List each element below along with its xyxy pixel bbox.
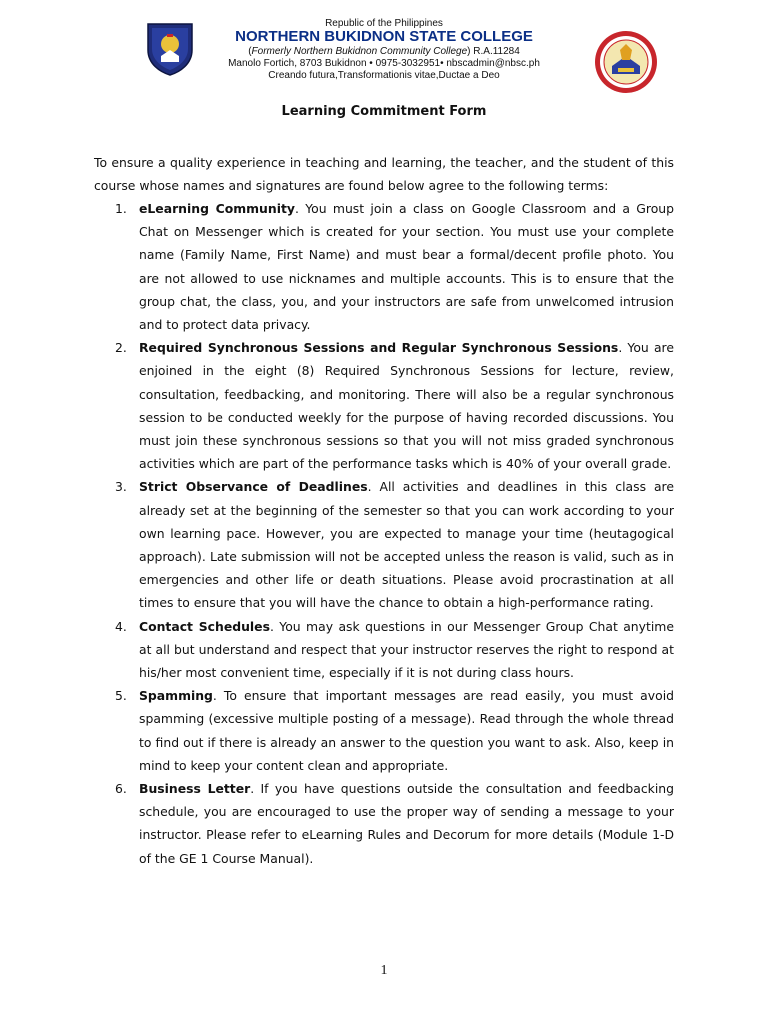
- term-number: 2.: [115, 340, 127, 356]
- term-text: . All activities and deadlines in this class are already set at the beginning of the semester so that you can work according to your own learning pace. However, you are expected to manage your time (heutagogical approach). Late submission will not be accepted unless the reason is valid, such as in emergencies and other life or death situations. Please avoid procrastination at all times to ensure that you will have the chance to obtain a high-performance rating.: [139, 479, 674, 611]
- term-number: 6.: [115, 781, 127, 797]
- college-seal-round-icon: [594, 30, 658, 94]
- form-title: Learning Commitment Form: [281, 104, 487, 119]
- term-text: . You may ask questions in our Messenger Group Chat anytime at all but understand and respect that your instructor reserves the right to respond at his/her most convenient time, especially if it is not during class hours.: [139, 618, 674, 681]
- term-heading: Spamming: [139, 688, 213, 704]
- college-name: NORTHERN BUKIDNON STATE COLLEGE: [235, 28, 533, 45]
- term-item: [94, 197, 674, 336]
- term-number: 4.: [115, 618, 127, 634]
- address-line: Manolo Fortich, 8703 Bukidnon • 0975-3032951• nbscadmin@nbsc.ph: [228, 58, 540, 69]
- term-text: . You must join a class on Google Classroom and a Group Chat on Messenger which is created for your section. You must use your complete name (Family Name, First Name) and must bear a formal/decent profile photo. You are not allowed to use nicknames and multiple accounts. This is to ensure that the group chat, the class, you, and your instructors are safe from unwelcomed intrusion and to protect data privacy.: [139, 201, 674, 333]
- term-item: [94, 615, 674, 685]
- term-heading: Required Synchronous Sessions and Regular Synchronous Sessions: [139, 340, 619, 356]
- terms-list: [94, 197, 674, 870]
- term-heading: eLearning Community: [139, 201, 295, 216]
- term-item: [94, 336, 674, 475]
- republic-act: ) R.A.11284: [467, 46, 520, 57]
- term-heading: Strict Observance of Deadlines: [139, 479, 368, 495]
- intro-paragraph: To ensure a quality experience in teaching and learning, the teacher, and the student of this course whose names and signatures are found below agree to the following terms:: [94, 155, 674, 194]
- term-heading: Business Letter: [139, 781, 251, 797]
- page-number: 1: [380, 963, 388, 978]
- republic-line: Republic of the Philippines: [325, 18, 443, 29]
- term-heading: Contact Schedules: [139, 618, 270, 634]
- former-open: (: [248, 46, 252, 57]
- term-number: 5.: [115, 688, 127, 704]
- term-number: 3.: [115, 479, 127, 495]
- college-seal-shield-icon: [146, 22, 194, 76]
- term-text: . To ensure that important messages are read easily, you must avoid spamming (excessive multiple posting of a message). Read through the whole thread to find out if there is already an answer to the question you want to ask. Also, keep in mind to keep your content clean and appropriate.: [139, 688, 674, 773]
- motto-line: Creando futura,Transformationis vitae,Ductae a Deo: [268, 70, 500, 81]
- term-item: [94, 684, 674, 777]
- term-text: . If you have questions outside the consultation and feedbacking schedule, you are encouraged to use the proper way of sending a message to your instructor. Please refer to eLearning Rules and Decorum for more details (Module 1-D of the GE 1 Course Manual).: [139, 781, 674, 866]
- term-number: 1.: [115, 201, 127, 216]
- term-text: . You are enjoined in the eight (8) Required Synchronous Sessions for lecture, review, consultation, feedbacking, and monitoring. There will also be a regular synchronous session to be conducted weekly for the purpose of having recorded discussions. You must join these synchronous sessions so that you will not miss graded synchronous activities which are part of the performance tasks which is 40% of your overall grade.: [139, 340, 674, 472]
- former-name: Formerly Northern Bukidnon Community College: [251, 46, 468, 57]
- term-item: [94, 475, 674, 614]
- term-item: [94, 777, 674, 870]
